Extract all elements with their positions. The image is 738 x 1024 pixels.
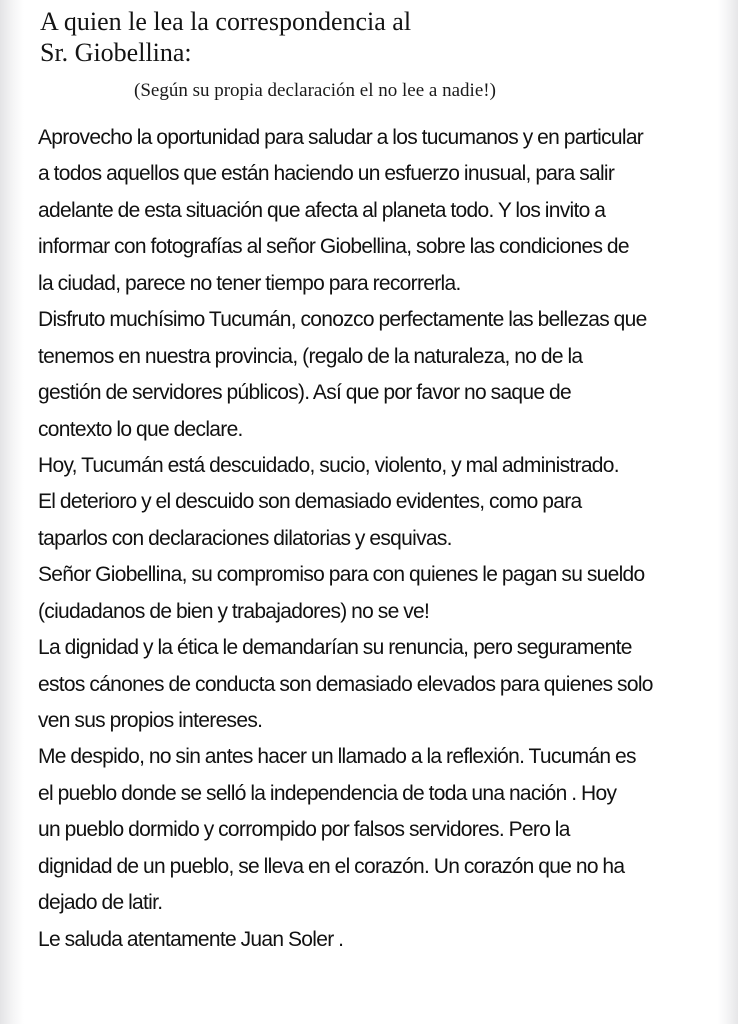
body-line: la ciudad, parece no tener tiempo para recorrerla.	[38, 271, 461, 295]
body-line: Señor Giobellina, su compromiso para con quienes le pagan su sueldo	[38, 563, 645, 587]
body-line: informar con fotografías al señor Giobellina, sobre las condiciones de	[38, 235, 629, 259]
letter-subheading: (Según su propia declaración el no lee a nadie!)	[134, 80, 496, 101]
body-line: el pueblo donde se selló la independencia de toda una nación . Hoy	[38, 781, 617, 805]
body-line: Aprovecho la oportunidad para saludar a los tucumanos y en particular	[38, 126, 644, 149]
body-line: (ciudadanos de bien y trabajadores) no se ve!	[38, 599, 430, 623]
body-line: Le saluda atentamente Juan Soler .	[38, 927, 344, 951]
body-line: dejado de latir.	[38, 891, 163, 915]
body-line: La dignidad y la ética le demandarían su renuncia, pero seguramente	[38, 636, 632, 660]
body-line: taparlos con declaraciones dilatorias y esquivas.	[38, 526, 452, 550]
body-line: un pueblo dormido y corrompido por falsos servidores. Pero la	[38, 818, 570, 842]
letter-body	[38, 120, 718, 958]
heading-line: A quien le lea la correspondencia al	[40, 7, 412, 36]
body-line: tenemos en nuestra provincia, (regalo de la naturaleza, no de la	[38, 344, 583, 368]
body-line: estos cánones de conducta son demasiado elevados para quienes solo	[38, 672, 653, 696]
body-line: Disfruto muchísimo Tucumán, conozco perfectamente las bellezas que	[38, 308, 647, 332]
body-line: contexto lo que declare.	[38, 417, 243, 441]
body-line: El deterioro y el descuido son demasiado evidentes, como para	[38, 490, 582, 514]
body-line: ven sus propios intereses.	[38, 709, 263, 732]
body-line: gestión de servidores públicos). Así que por favor no saque de	[38, 381, 571, 405]
body-line: Hoy, Tucumán está descuidado, sucio, violento, y mal administrado.	[38, 453, 619, 477]
body-line: adelante de esta situación que afecta al planeta todo. Y los invito a	[38, 198, 606, 222]
heading-line: Sr. Giobellina:	[40, 38, 192, 67]
body-line: a todos aquellos que están haciendo un esfuerzo inusual, para salir	[38, 162, 615, 186]
body-line: Me despido, no sin antes hacer un llamado a la reflexión. Tucumán es	[38, 745, 636, 769]
letter-heading	[40, 6, 411, 68]
body-line: dignidad de un pueblo, se lleva en el corazón. Un corazón que no ha	[38, 854, 625, 878]
